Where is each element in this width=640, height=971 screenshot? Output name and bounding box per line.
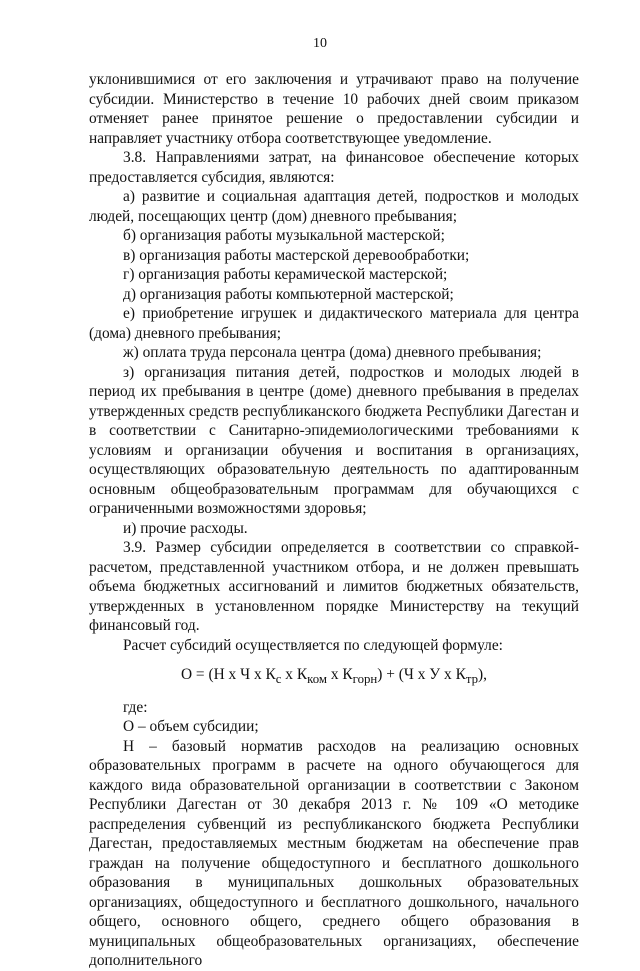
document-body	[89, 70, 579, 971]
formula-part: ),	[478, 666, 488, 683]
formula-subscript: горн	[352, 672, 378, 687]
formula-part: ) + (Ч х У х К	[377, 666, 466, 683]
list-item-b: б) организация работы музыкальной мастерской;	[123, 227, 445, 244]
list-item-e: е) приобретение игрушек и дидактического материала для центра (дома) дневного пребывания;	[89, 305, 579, 342]
list-item-g: г) организация работы керамической мастерской;	[123, 266, 448, 283]
list-item-zh: ж) оплата труда персонала центра (дома) дневного пребывания;	[123, 344, 542, 361]
definition-n: Н – базовый норматив расходов на реализацию основных образовательных программ в расчете на одного обучающегося для каждого вида образовательной организации в соответствии с Законом Республики Дагестан от 30 декабря 2013 г. № 109 «О методике распределения субвенций из республиканского бюджета Республики Дагестан, предоставляемых местным бюджетам на обеспечение прав граждан на получение общедоступного и бесплатного дошкольного образования в муниципальных дошкольных образовательных организациях, общедоступного и бесплатного дошкольного, начального общего, основного общего, среднего общего образования в муниципальных общеобразовательных организациях, обеспечение дополнительного	[89, 737, 579, 970]
formula-subscript: с	[275, 672, 282, 687]
formula-subscript: ком	[307, 672, 327, 687]
formula-intro: Расчет субсидий осуществляется по следующей формуле:	[123, 636, 503, 654]
formula-part: х К	[281, 666, 308, 683]
list-item-i: и) прочие расходы.	[123, 519, 248, 537]
list-item-v: в) организация работы мастерской деревообработки;	[123, 246, 470, 264]
list-item-d: д) организация работы компьютерной мастерской;	[123, 285, 454, 303]
paragraph-3-9: 3.9. Размер субсидии определяется в соответствии со справкой-расчетом, представленной участником отбора, и не должен превышать объема бюджетных ассигнований и лимитов бюджетных обязательств, утвержденных в установленном порядке Министерству на текущий финансовый год.	[89, 539, 579, 634]
list-item-a: а) развитие и социальная адаптация детей, подростков и молодых людей, посещающих центр (дом) дневного пребывания;	[89, 188, 579, 225]
formula-subscript: тр	[465, 672, 479, 687]
paragraph-continuation: уклонившимися от его заключения и утрачивают право на получение субсидии. Министерство в течение 10 рабочих дней своим приказом отменяет ранее принятое решение о предоставлении субсидии и направляет участнику отбора соответствующее уведомление.	[89, 71, 579, 147]
formula	[89, 665, 579, 690]
formula-part: О = (Н х Ч х К	[180, 666, 276, 683]
where-label: где:	[123, 698, 148, 716]
formula-part: х К	[326, 666, 353, 683]
page-number: 10	[313, 36, 327, 51]
definition-o: О – объем субсидии;	[123, 718, 259, 736]
paragraph-3-8: 3.8. Направлениями затрат, на финансовое обеспечение которых предоставляется субсидия, являются:	[89, 149, 579, 186]
list-item-z: з) организация питания детей, подростков и молодых людей в период их пребывания в центре (доме) дневного пребывания в пределах утвержденных средств республиканского бюджета Республики Дагестан и в соответствии с Санитарно-эпидемиологическими требованиями к условиям и организации обучения и воспитания в организациях, осуществляющих образовательную деятельность по адаптированным основным общеобразовательным программам для обучающихся с ограниченными возможностями здоровья;	[89, 363, 579, 517]
